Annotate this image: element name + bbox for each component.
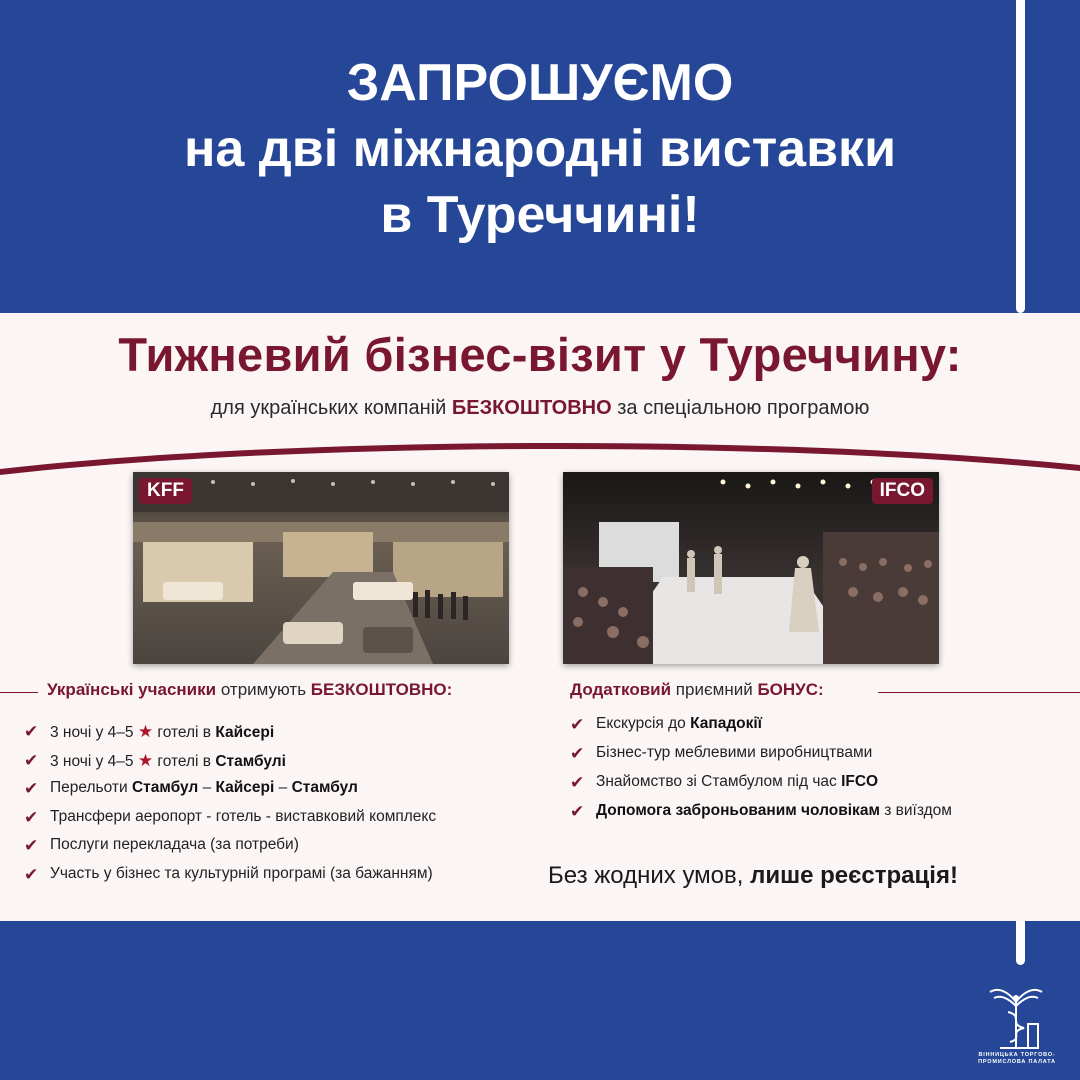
info-panel xyxy=(0,313,1080,921)
check-icon: ✔ xyxy=(570,715,585,734)
list-item: ✔ Знайомство зі Стамбулом під час IFCO xyxy=(570,773,879,792)
header-band xyxy=(0,0,1080,313)
decorative-vertical-line-top xyxy=(1016,0,1025,313)
no-conditions-note: Без жодних умов, лише реєстрація! xyxy=(548,862,958,889)
list-item: ✔ Екскурсія до Кападокії xyxy=(570,715,763,734)
left-section-heading: Українські учасники отримують БЕЗКОШТОВНО: xyxy=(47,680,453,699)
star-icon: ★ xyxy=(137,750,154,770)
headline xyxy=(0,50,1080,248)
right-section-heading: Додатковий приємний БОНУС: xyxy=(570,680,824,699)
check-icon: ✔ xyxy=(24,836,39,856)
check-icon: ✔ xyxy=(24,779,39,799)
divider-left xyxy=(0,692,38,693)
check-icon: ✔ xyxy=(570,773,585,792)
headline-line-2: на дві міжнародні виставки xyxy=(183,120,897,178)
kff-exhibition-photo xyxy=(133,472,509,664)
list-item: ✔ Послуги перекладача (за потреби) xyxy=(24,836,299,856)
panel-subtitle: для українських компаній БЕЗКОШТОВНО за спеціальною програмою xyxy=(210,397,870,419)
headline-line-3: в Туреччині! xyxy=(380,186,700,244)
check-icon: ✔ xyxy=(24,722,39,741)
kff-tag: KFF xyxy=(139,478,192,504)
check-icon: ✔ xyxy=(570,802,585,821)
headline-line-1: ЗАПРОШУЄМО xyxy=(346,54,734,112)
check-icon: ✔ xyxy=(24,807,39,827)
ifco-tag: IFCO xyxy=(872,478,933,504)
left-benefits-list xyxy=(24,722,436,894)
decorative-vertical-line-bottom xyxy=(1016,921,1025,965)
list-item: ✔ Бізнес-тур меблевими виробництвами xyxy=(570,744,873,763)
list-item: ✔ Трансфери аеропорт - готель - виставковий комплекс xyxy=(24,807,437,827)
list-item: ✔ Допомога заброньованим чоловікам з виїздом xyxy=(570,802,952,821)
star-icon: ★ xyxy=(137,722,154,741)
check-icon: ✔ xyxy=(570,744,585,763)
panel-title: Тижневий бізнес-візит у Туреччину: xyxy=(118,328,962,381)
list-item: ✔ Перельоти Стамбул – Кайсері – Стамбул xyxy=(24,779,358,799)
list-item: ✔ Участь у бізнес та культурній програмі (за бажанням) xyxy=(24,864,433,884)
list-item: ✔ 3 ночі у 4–5 ★ готелі в Кайсері xyxy=(24,722,275,741)
list-item: ✔ 3 ночі у 4–5 ★ готелі в Стамбулі xyxy=(24,750,286,770)
logo-text: ВІННИЦЬКА ТОРГОВО-ПРОМИСЛОВА ПАЛАТА xyxy=(978,1052,1056,1065)
right-bonus-list xyxy=(570,715,952,831)
ifco-fashion-show-photo xyxy=(563,472,939,664)
check-icon: ✔ xyxy=(24,864,39,884)
check-icon: ✔ xyxy=(24,750,39,770)
divider-right xyxy=(878,692,1080,693)
